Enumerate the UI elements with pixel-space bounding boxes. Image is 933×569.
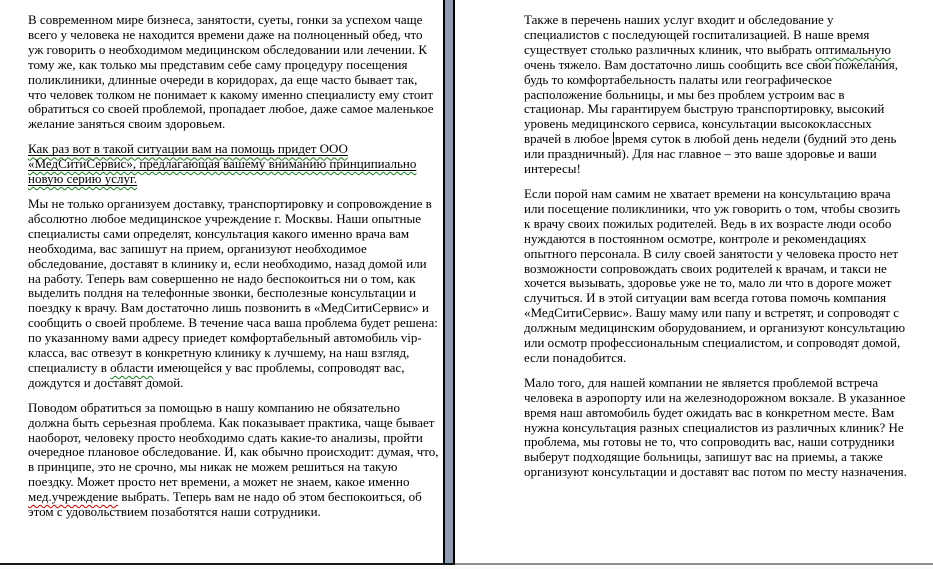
grammar-error-text[interactable] [28, 141, 416, 186]
paragraph[interactable]: Мало того, для нашей компании не является проблемой встреча человека в аэропорту или на железнодорожном вокзале. В указанное время наш автомобиль будет ожидать вас в конкретном месте. Вам нужна консультация разных специалистов из различных клиник? Не проблема, мы готовы не то, что сопроводить вас, наши сотрудники выберут подходящие больницы, запишут вас на приемы, а также организуют консультации и доставят вас потом по месту назначения. [524, 374, 907, 480]
paragraph-text[interactable]: очень тяжело. Вам достаточно лишь сообщить все свои пожелания, будь то комфортабельность палаты или географическое расположение больницы, и мы без проблем устроим вас в стационар. Мы гарантируем быструю транспортировку, высокий уровень медицинского сервиса, консультации высококлассных врачей в любое [524, 56, 898, 147]
paragraph-text[interactable]: время суток в любой день недели (будний это день или праздничный). Для нас главное – это ваше здоровье и ваши интересы! [524, 131, 897, 177]
paragraph[interactable]: В современном мире бизнеса, занятости, суеты, гонки за успехом чаще всего у человека не находится времени даже на полноценный обед, что уж говорить о необходимом медицинском обследовании или лечении. К тому же, как только мы представим себе саму процедуру посещения поликлиники, длинные очереди в коридорах, да еще часто бывает так, что человек толком не понимает к какому именно специалисту ему стоит обратиться со своей проблемой, пропадает любое, даже самое маленькое желание заняться своим здоровьем. [28, 12, 434, 132]
page-right-text[interactable] [524, 13, 907, 480]
page-gap [443, 0, 455, 563]
paragraph-underlined[interactable] [28, 142, 439, 187]
page-left-text[interactable] [28, 13, 439, 520]
grammar-error-text[interactable]: оптимальную [815, 41, 891, 57]
document-page-right[interactable] [455, 0, 933, 563]
grammar-error-text[interactable]: области [110, 359, 154, 375]
paragraph-text[interactable]: Мы не только организуем доставку, транспортировку и сопровождение в абсолютно любое медицинское учреждение г. Москвы. Наши опытные специалисты сами определят, консультация какого именно врача вам необходима, вас запишут на прием, организуют необходимое обследование, доставят в клинику и, если необходимо, назад домой или на работу. Теперь вам совершенно не надо беспокоиться ни о том, как выделить полдня на телефонные звонки, бесполезные консультации и поездку к врачу. Вам достаточно лишь позвонить в «МедСитиСервис» и сообщить о своей проблеме. В течение часа ваша проблема будет решена: по указанному вами адресу приедет комфортабельный автомобиль vip-класса, вас отвезут в конкретную клинику к лучшему, на наш взгляд, специалисту в [28, 195, 438, 375]
document-page-left[interactable] [0, 0, 443, 563]
paragraph-text[interactable]: имеющейся у вас проблемы, сопроводят вас, дождутся и доставят домой. [28, 359, 405, 390]
below-page-strip [0, 565, 933, 569]
paragraph-text[interactable]: выбрать. Теперь вам не надо об этом беспокоиться, об этом с удовольствием позаботятся наши сотрудники. [28, 489, 422, 520]
paragraph[interactable] [28, 197, 439, 391]
spelling-error-text[interactable]: мед.учреждение [28, 489, 119, 505]
paragraph[interactable] [28, 401, 439, 520]
paragraph-text[interactable]: Также в перечень наших услуг входит и обследование у специалистов с последующей госпитализацией. В наше время существует столько различных клиник, что выбрать [524, 12, 870, 57]
paragraph-text[interactable]: Поводом обратиться за помощью в нашу компанию не обязательно должна быть серьезная проблема. Как показывает практика, чаще бывает наоборот, человеку просто необходимо сдать какие-то анализы, пройти очередное плановое обследование. И, как обычно происходит: думая, что, в принципе, это не срочно, мы никак не можем решиться на такую поездку. Может просто нет времени, а может не знаем, какое именно [28, 399, 439, 490]
paragraph[interactable]: Если порой нам самим не хватает времени на консультацию врача или посещение поликлиники, что уж говорить о том, чтобы свозить к врачу своих пожилых родителей. Ведь в их возрасте люди особо нуждаются в постоянном осмотре, контроле и рекомендациях опытного персонала. В силу своей занятости у человека просто нет возможности сопровождать своих родителей к врачам, и такси не хочется вызывать, здоровье уже не то, мало ли что в дороге может случиться. И в этой ситуации вам всегда готова помочь компания «МедСитиСервис». Вашу маму или папу и встретят, и сопроводят с должным медицинским оборудованием, и организуют консультацию или осмотр профессиональным специалистом, и сопроводят домой, если понадобится. [524, 185, 906, 365]
paragraph[interactable] [524, 13, 907, 177]
underlined-text[interactable]: Как раз вот в такой ситуации вам на помощь придет ООО «МедСитиСервис», предлагающая вашему вниманию принципиально новую серию услуг. [28, 141, 417, 187]
